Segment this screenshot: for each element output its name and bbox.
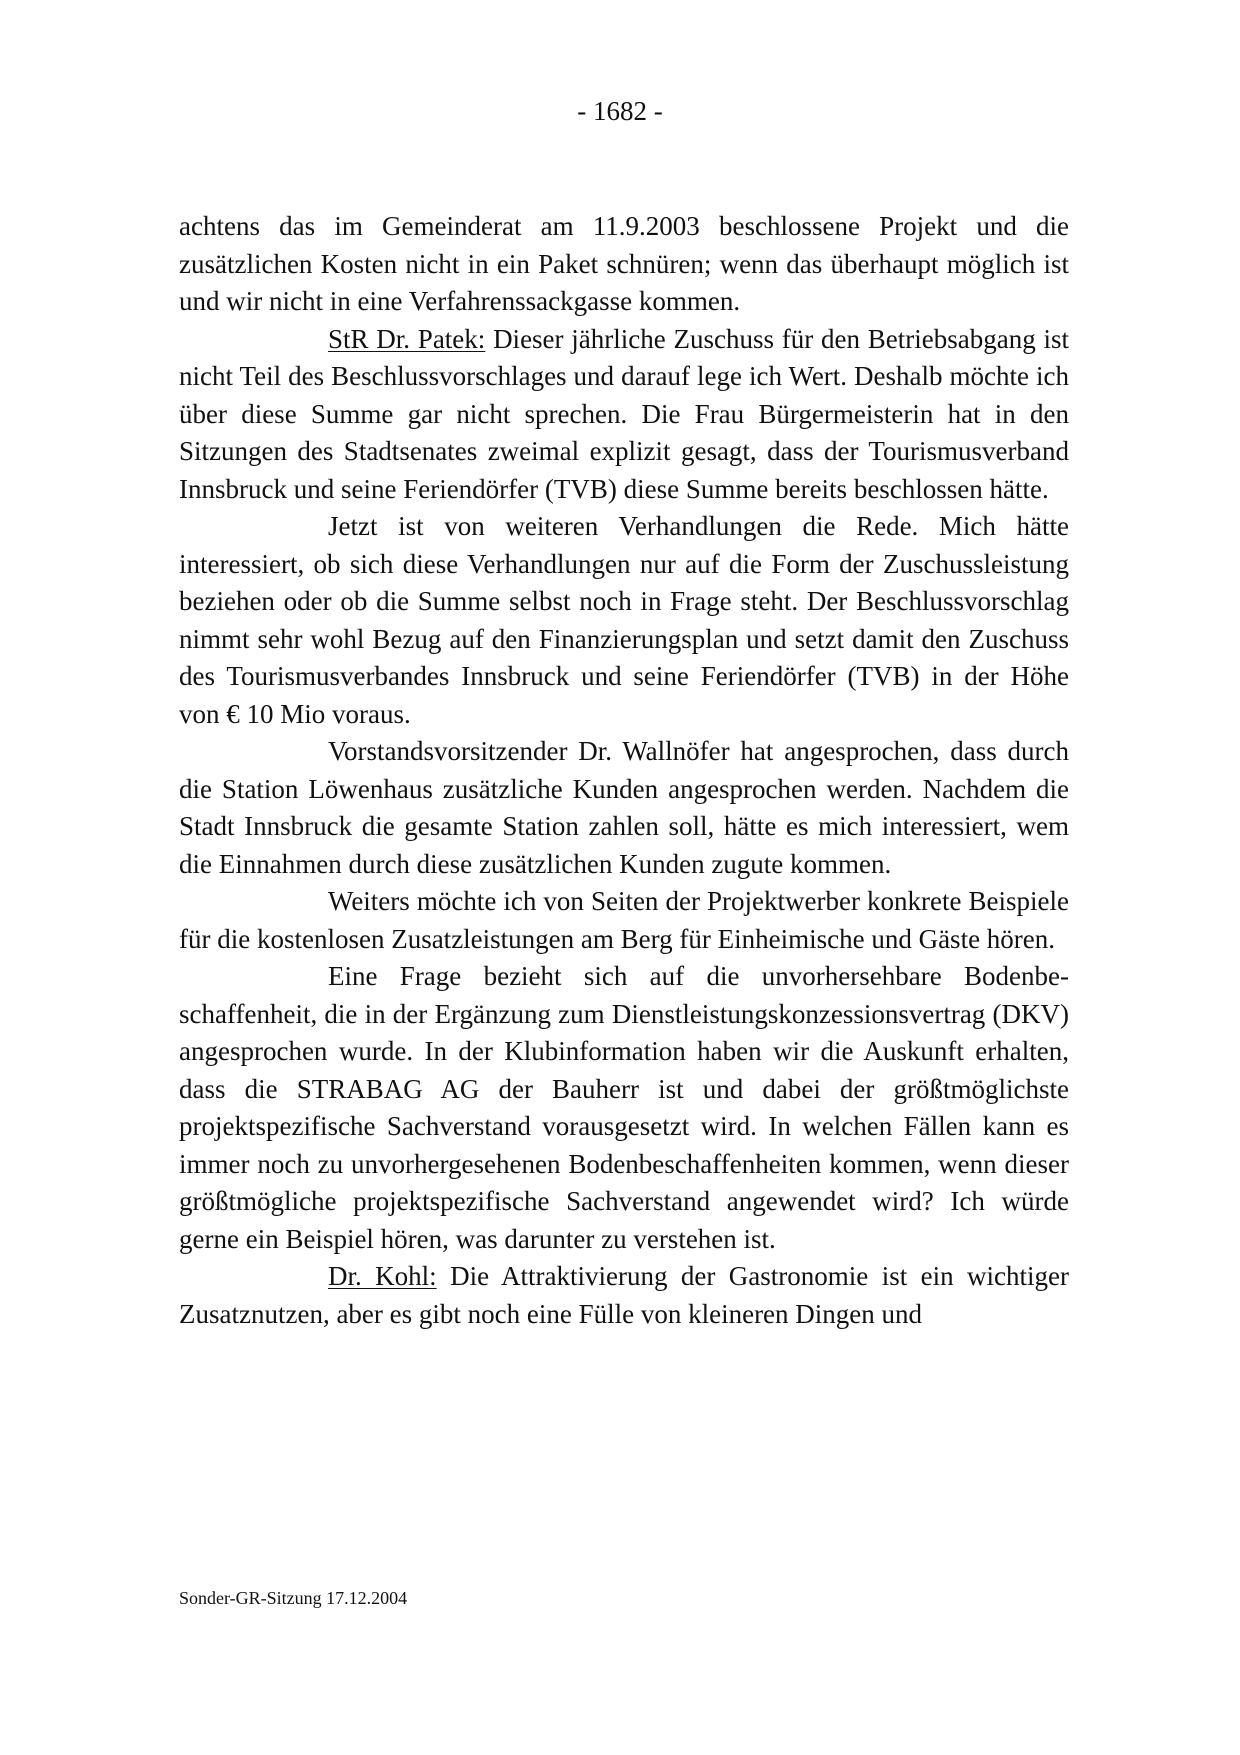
paragraph-text: Dieser jährliche Zuschuss für den Betriebsabgang ist nicht Teil des Beschlussvorschlages und darauf lege ich Wert. Deshalb möchte ich über diese Summe gar nicht sprechen. Die Frau Bürgermeisterin hat in den Sitzungen des Stadtsenates zweimal explizit gesagt, dass der Tourismusverband Innsbruck und seine Feriendörfer (TVB) diese Summe bereits beschlossen hätte. [179, 323, 1069, 504]
paragraph-3 [179, 508, 1069, 733]
paragraph-7 [179, 1258, 1069, 1333]
paragraph-text: Eine Frage bezieht sich auf die unvorhersehbare Bodenbeschaffenheit, die in der Ergänzung zum Dienstleistungskonzessionsvertrag (DKV) angesprochen wurde. In der Klubinformation haben wir die Auskunft erhalten, dass die STRABAG AG der Bauherr ist und dabei der größtmöglichste projektspezifische Sachverstand vorausgesetzt wird. In welchen Fällen kann es immer noch zu unvorhergesehenen Bodenbeschaffenheiten kommen, wenn dieser größtmögliche projektspezifische Sachverstand angewendet wird? Ich würde gerne ein Beispiel hören, was darunter zu verstehen ist. [179, 961, 1069, 1254]
paragraph-text: Jetzt ist von weiteren Verhandlungen die Rede. Mich hätte interessiert, ob sich diese Verhandlungen nur auf die Form der Zuschussleistung beziehen oder ob die Summe selbst noch in Frage steht. Der Beschlussvorschlag nimmt sehr wohl Bezug auf den Finanzierungsplan und setzt damit den Zuschuss des Tourismusverbandes Innsbruck und seine Feriendörfer (TVB) in der Höhe von € 10 Mio voraus. [179, 511, 1069, 729]
paragraph-1 [179, 208, 1069, 321]
footer: Sonder-GR-Sitzung 17.12.2004 [179, 1588, 408, 1608]
body-text [179, 208, 1069, 1333]
paragraph-text: Weiters möchte ich von Seiten der Projektwerber konkrete Beispiele für die kostenlosen Zusatzleistungen am Berg für Einheimische und Gäste hören. [179, 886, 1069, 954]
paragraph-2 [179, 321, 1069, 509]
speaker-name: StR Dr. Patek: [328, 323, 486, 354]
paragraph-text: Die Attraktivierung der Gastronomie ist ein wichtiger Zusatznutzen, aber es gibt noch eine Fülle von kleineren Dingen und [179, 1261, 1069, 1329]
paragraph-text: achtens das im Gemeinderat am 11.9.2003 beschlossene Projekt und die zusätzlichen Kosten nicht in ein Paket schnüren; wenn das überhaupt möglich ist und wir nicht in eine Verfahrenssackgasse kommen. [179, 211, 1069, 316]
page-number: - 1682 - [577, 96, 663, 126]
paragraph-4 [179, 733, 1069, 883]
speaker-name: Dr. Kohl: [328, 1261, 437, 1291]
paragraph-6 [179, 958, 1069, 1258]
paragraph-5 [179, 883, 1069, 958]
paragraph-text: Vorstandsvorsitzender Dr. Wallnöfer hat angesprochen, dass durch die Station Löwenhaus zusätzliche Kunden angesprochen werden. Nachdem die Stadt Innsbruck die gesamte Station zahlen soll, hätte es mich interessiert, wem die Einnahmen durch diese zusätzlichen Kunden zugute kommen. [179, 736, 1069, 879]
